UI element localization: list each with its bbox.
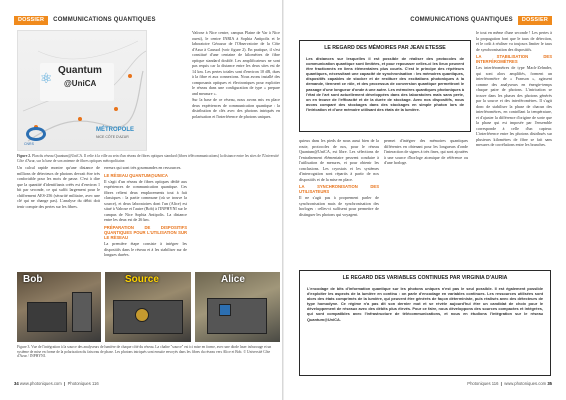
paragraph: Valrose à Nice centre, campus Plaine de Var à Nice ouest), le centre INRIA à Sophia Antipolis et le laboratoire Géoazur de l'Observatoire de la Côte d'Azur à Caussol (voir figure 2). En pratique, il s'est constitué d'une centaine de kilomètres de fibre optique standard doublé. Les amplificateurs ne sont pas requis car la distance entre les deux sites est de 14 km. Les pertes totales sont d'environ 10 dB, dues à la fibre et aux connexions. Nous avons installé des composants optiques et électroniques pour exploiter le réseau dans une configuration de type « prepare and measure ». [192,30,280,96]
equipment [219,304,231,316]
equipment [135,308,149,322]
paragraph: le tout en même d'une seconde ! Les pertes à la propagation font que le taux de détection, et le coût à réaliser va toujours limiter le taux de synchronisation des dispositifs. [476,30,552,52]
equipment [207,298,267,334]
paragraph: La première étape consiste à intégrer les dispositifs dans le réseau et à les stabiliser sur de longues durées. [104,241,187,258]
paragraph: Il s'agit d'un réseau de fibres optiques dédié aux expériences de communication quantique. Ces fibres relient deux emplacements tout à fait classiques : la partie commune (où se trouve la source), et deux laboratoires dont l'un (Alice) est situé à Valrose et l'autre (Bob) à l'INPHYNI sur le campus de Nice Sophia Antipolis. La distance entre les deux est de 26 km. [104,178,187,223]
section-title: COMMUNICATIONS QUANTIQUES [410,17,513,23]
paragraph: quieux dans les pieds de nous aussi bien de la route, protocoles de nos, pour le réseau Quantum@UniCA, est libre. Les sélections de l'entraînement élémentaire peuvent conduire à l'utilisation de mesures, et pour obtenir les conclusions. Les cryostats et les systèmes d'interrogation sont répartis à partir de nos dispositifs et de la mise en place. [299,138,379,182]
subheading: LE RÉSEAU QUANTUM@UNICA [104,172,168,178]
left-page-footer [14,381,99,386]
paragraph: Sur la base de ce réseau, nous avons mis en place deux expériences de communication quantique : la distribution de clés avec des photons intriqués en polarisation et l'interférence de photons uniques. [192,97,280,119]
figure-3-photos [17,272,280,376]
logo-unica-text: @UniCA [64,79,97,88]
photo-label: Source [125,274,159,285]
photo-source [105,272,191,342]
section-title: COMMUNICATIONS QUANTIQUES [53,17,156,23]
metropole-sub: NICE CÔTE D'AZUR [96,135,129,139]
footer-text: www.photoniques.com ❙ Photoniques 116 [19,381,99,386]
page-gutter [282,0,284,400]
page-number: 34 [14,381,19,386]
footer-text: Photoniques 116 ❙ www.photoniques.com [467,381,547,386]
paragraph: Un calcul rapide montre qu'une distance de millions de détecteurs de photons devrait être très confortable pour les mots de passe. C'est à dire que la quantité d'identifiants créés est d'environ 1 bit par seconde, ce qui suffit largement pour le chiffrement AES-256 (sécurité militaire, avec une clé qui ne change pas). L'analyse du débit doit tenir compte des pertes sur les fibres. [17,165,100,209]
right-column-3 [476,30,552,266]
paragraph: Les interféromètres de type Mach-Zehnder, qui sont alors amplifiés, forment un interféromètre de « Franson », agissent comme des analyseurs en énergie-temps chaque paire de photons. L'intrication se trouve dans les phases des photons générés par la source et des interféromètres. Il s'agit donc de stabiliser la phase de chacun des interféromètres, en contrôlant la température, et d'ajuster la différence d'origine de sorte que la phase qui est imposée par l'ensemble corresponde à celle d'un capteur. L'interférence entre les photons distribués sur plusieurs kilomètres de fibre se fait sans mesures de corrélations entre les branches. [476,65,552,148]
figure-2-caption-text: Plan du réseau Quantum@UniCA. Il relie à la ville au sein d'un réseau de fibres optiques standard (fibres télécommunications) la distance entre les sites de l'Université Côte d'Azur, sur la base de son antenne de fibres optiques métropolitaine. [17,154,279,163]
logo-quantum-text: Quantum [58,65,102,76]
subheading: LA SYNCHRONISATION DES UTILISATEURS [299,184,379,195]
subheading: LA STABILISATION DES INTERFÉROMÈTRES [476,54,552,65]
continuous-variables-box [299,270,551,376]
left-column-3 [152,30,280,260]
section-tag: DOSSIER [518,16,552,25]
page-number: 35 [547,381,552,386]
box-text: L'encodage de bits d'information quantique sur les photons uniques n'est pas le seul possible. Il est également possible d'exploiter les aspects de la lumière en continu : on parle d'encodage en variables continues. Les ressources utilisées sont alors des états comprimés de la lumière, qui peuvent être générés de façon déterministe, puis réalisés avec des détecteurs de type homodyne. Ce régime n'a pas dit son dernier mot et se révèle aujourd'hui être un candidat de choix pour le développement de réseaux avec des débits plus élevés. Pour ce faire, nous développons des sources compactes et intégrées, qui sont compatibles avec l'infrastructure de télécommunications, et nous en étudions l'intégration sur le réseau Quantum@UniCA. [307,286,543,322]
right-column-2 [384,138,468,266]
memories-box [299,40,471,132]
figure-2-network-map [17,30,147,151]
figure-2-label: Figure 2. [17,154,32,158]
left-column-1 [17,165,100,210]
subheading: PRÉPARATION DE DISPOSITIFS QUANTIQUES POUR L'UTILISATION SUR LE RÉSEAU [104,224,187,241]
paragraph: erreurs qui sont très gourmandes en ressources. [104,165,182,170]
photo-label: Bob [23,274,43,285]
box-title: LE REGARD DES VARIABLES CONTINUES PAR VIRGINIA D'AURIA [342,275,508,281]
right-page-footer [467,381,552,386]
right-page-header [405,15,552,25]
box-text: Les distances sur lesquelles il est possible de réaliser des protocoles de communication quantique sont limitées, et pour repousser celles-ci les lieux peuvent être fractionnés en liens élémentaires plus courts. C'est le principe des répéteurs quantiques, nécessitant une capacité de synchronisation : les mémoires quantiques, dispositifs capables de stocker et de restituer des excitations photoniques à la demande, tiennent ce rôle, et des processus de conversion quantique permettront le passage d'une longueur d'onde à une autre. Les mémoires quantiques photoniques à l'état de l'art sont actuellement développées dans des laboratoires mais sans perte, on en trouve de l'efficacité et de la durée de stockage. Avec nos dispositifs, nous avons comparé des stockages dans des stockages en simple photon lors de l'intrication et d'une mémoire utilisant des états de la lumière. [306,56,464,112]
photo-bob [17,272,101,342]
left-page-header [14,15,161,25]
equipment [27,302,67,332]
equipment [72,292,92,332]
paragraph: Il ne s'agit pas à proprement parler de synchronisation mais de synchronisation des horloges : celles-ci suffisent pour permettre de distinguer les photons qui voyagent. [299,195,379,217]
quantum-unica-logo [40,63,114,101]
metropole-logo: MÉTROPOLE [96,127,135,133]
cnrs-logo [24,127,52,149]
section-tag: DOSSIER [14,16,48,25]
photo-label: Alice [221,274,245,285]
paragraph: permet d'intégrer des mémoires quantiques différentes en obtenant pour les longueurs d'onde l'interaction de signes à très fines, qui sont ajoutées à une source d'horloge atomique de référence ou d'une horloge. [384,138,468,165]
photo-alice [195,272,280,342]
figure-3-caption: Figure 3. Vue de l'intégration à la source des analyseurs de lumière de chaque côté du réseau. La chaîne "source" est ici mise en forme, avec une diode laser infrarouge et un système de mise en forme de la polarisation du faisceau de phase. Les photons intriqués sont ensuite envoyés dans les fibres du réseau vers Alice et Bob. © Université Côte d'Azur / INPHYNI. [17,345,272,359]
quantum-symbol-icon: ⚛ [40,71,53,87]
cnrs-ring-icon [26,127,46,141]
box-title: LE REGARD DES MÉMOIRES PAR JEAN ETESSE [324,45,446,51]
right-column-1 [299,138,379,266]
cnrs-label: CNRS [24,142,34,146]
